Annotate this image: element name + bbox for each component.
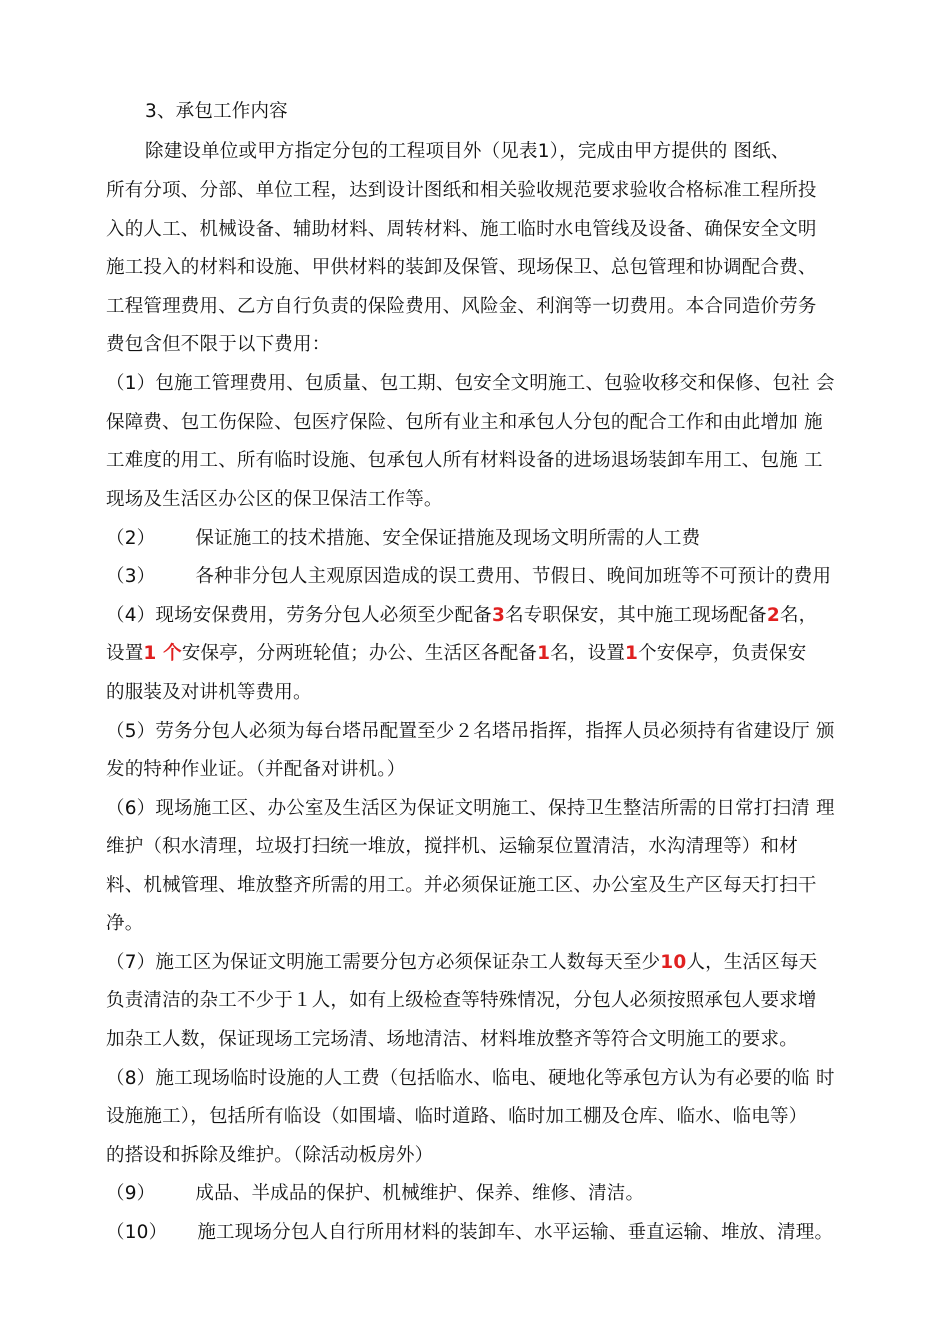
item-4-text-a: （4）现场安保费用，劳务分包人必须至少配备 — [106, 605, 492, 626]
guard-count-site: 2 — [766, 605, 780, 626]
section-heading: 3、承包工作内容 — [145, 101, 288, 122]
item-7-line-2: 负责清洁的杂工不少于１人，如有上级检查等特殊情况，分包人必须按照承包人要求增 — [106, 990, 817, 1011]
worker-count: 10 — [660, 952, 687, 973]
guard-count-total: 3 — [491, 605, 506, 626]
item-4-text-b: 名专职保安，其中施工现场配备 — [505, 605, 767, 626]
item-4-text-g: 个安保亭，负责保安 — [638, 643, 807, 664]
item-4-line-3: 的服装及对讲机等费用。 — [106, 682, 312, 703]
item-7-text-a: （7）施工区为保证文明施工需要分包方必须保证杂工人数每天至少 — [106, 952, 661, 973]
item-7-line-1 — [106, 951, 817, 975]
item-3 — [106, 565, 831, 589]
item-9-number: （9） — [106, 1183, 156, 1204]
item-9 — [106, 1182, 644, 1206]
item-4-text-f: 名，设置 — [550, 643, 626, 664]
intro-line-4: 施工投入的材料和设施、甲供材料的装卸及保管、现场保卫、总包管理和协调配合费、 — [106, 257, 817, 278]
item-5-line-2: 发的特种作业证。（并配备对讲机。） — [106, 759, 406, 780]
item-10 — [106, 1221, 833, 1245]
item-8-line-1: （8）施工现场临时设施的人工费（包括临水、临电、硬地化等承包方认为有必要的临 时 — [106, 1068, 835, 1089]
item-9-text: 成品、半成品的保护、机械维护、保养、维修、清洁。 — [195, 1183, 645, 1204]
item-5-line-1: （5）劳务分包人必须为每台塔吊配置至少２名塔吊指挥，指挥人员必须持有省建设厅 颁 — [106, 721, 835, 742]
item-7-line-3: 加杂工人数，保证现场工完场清、场地清洁、材料堆放整齐等符合文明施工的要求。 — [106, 1029, 798, 1050]
item-1-line-1: （1）包施工管理费用、包质量、包工期、包安全文明施工、包验收移交和保修、包社 会 — [106, 373, 835, 394]
item-4-text-e: 安保亭，分两班轮值；办公、生活区各配备 — [181, 643, 538, 664]
guard-count-office: 1 — [537, 643, 551, 664]
intro-line-1: 除建设单位或甲方指定分包的工程项目外（见表1），完成由甲方提供的 图纸、 — [145, 141, 790, 162]
item-1-line-4: 现场及生活区办公区的保卫保洁工作等。 — [106, 489, 443, 510]
item-10-number: （10） — [106, 1222, 168, 1243]
item-2-text: 保证施工的技术措施、安全保证措施及现场文明所需的人工费 — [195, 528, 701, 549]
item-3-number: （3） — [106, 566, 156, 587]
item-8-line-3: 的搭设和拆除及维护。（除活动板房外） — [106, 1145, 434, 1166]
intro-line-3: 入的人工、机械设备、辅助材料、周转材料、施工临时水电管线及设备、确保安全文明 — [106, 219, 817, 240]
item-10-text: 施工现场分包人自行所用材料的装卸车、水平运输、垂直运输、堆放、清理。 — [197, 1222, 834, 1243]
item-3-text: 各种非分包人主观原因造成的误工费用、节假日、晚间加班等不可预计的费用 — [195, 566, 832, 587]
item-7-text-b: 人，生活区每天 — [686, 952, 818, 973]
item-6-line-3: 料、机械管理、堆放整齐所需的用工。并必须保证施工区、办公室及生产区每天打扫干 — [106, 875, 817, 896]
booth-count-site: 1 个 — [143, 643, 182, 664]
intro-line-2: 所有分项、分部、单位工程，达到设计图纸和相关验收规范要求验收合格标准工程所投 — [106, 180, 817, 201]
item-8-line-2: 设施施工），包括所有临设（如围墙、临时道路、临时加工棚及仓库、临水、临电等） — [106, 1106, 808, 1127]
item-2-number: （2） — [106, 528, 156, 549]
item-6-line-2: 维护（积水清理，垃圾打扫统一堆放，搅拌机、运输泵位置清洁，水沟清理等）和材 — [106, 836, 798, 857]
intro-line-6: 费包含但不限于以下费用： — [106, 334, 331, 355]
item-6-line-4: 净。 — [106, 913, 144, 934]
item-2 — [106, 527, 700, 551]
item-4-text-d: 设置 — [106, 643, 144, 664]
item-6-line-1: （6）现场施工区、办公室及生活区为保证文明施工、保持卫生整洁所需的日常打扫清 理 — [106, 798, 835, 819]
item-1-line-2: 保障费、包工伤保险、包医疗保险、包所有业主和承包人分包的配合工作和由此增加 施 — [106, 412, 823, 433]
item-4-line-2 — [106, 642, 806, 666]
item-1-line-3: 工难度的用工、所有临时设施、包承包人所有材料设备的进场退场装卸车用工、包施 工 — [106, 450, 823, 471]
item-4-line-1 — [106, 604, 817, 628]
item-4-text-c: 名， — [779, 605, 818, 626]
booth-count-office: 1 — [625, 643, 639, 664]
intro-line-5: 工程管理费用、乙方自行负责的保险费用、风险金、利润等一切费用。本合同造价劳务 — [106, 296, 817, 317]
